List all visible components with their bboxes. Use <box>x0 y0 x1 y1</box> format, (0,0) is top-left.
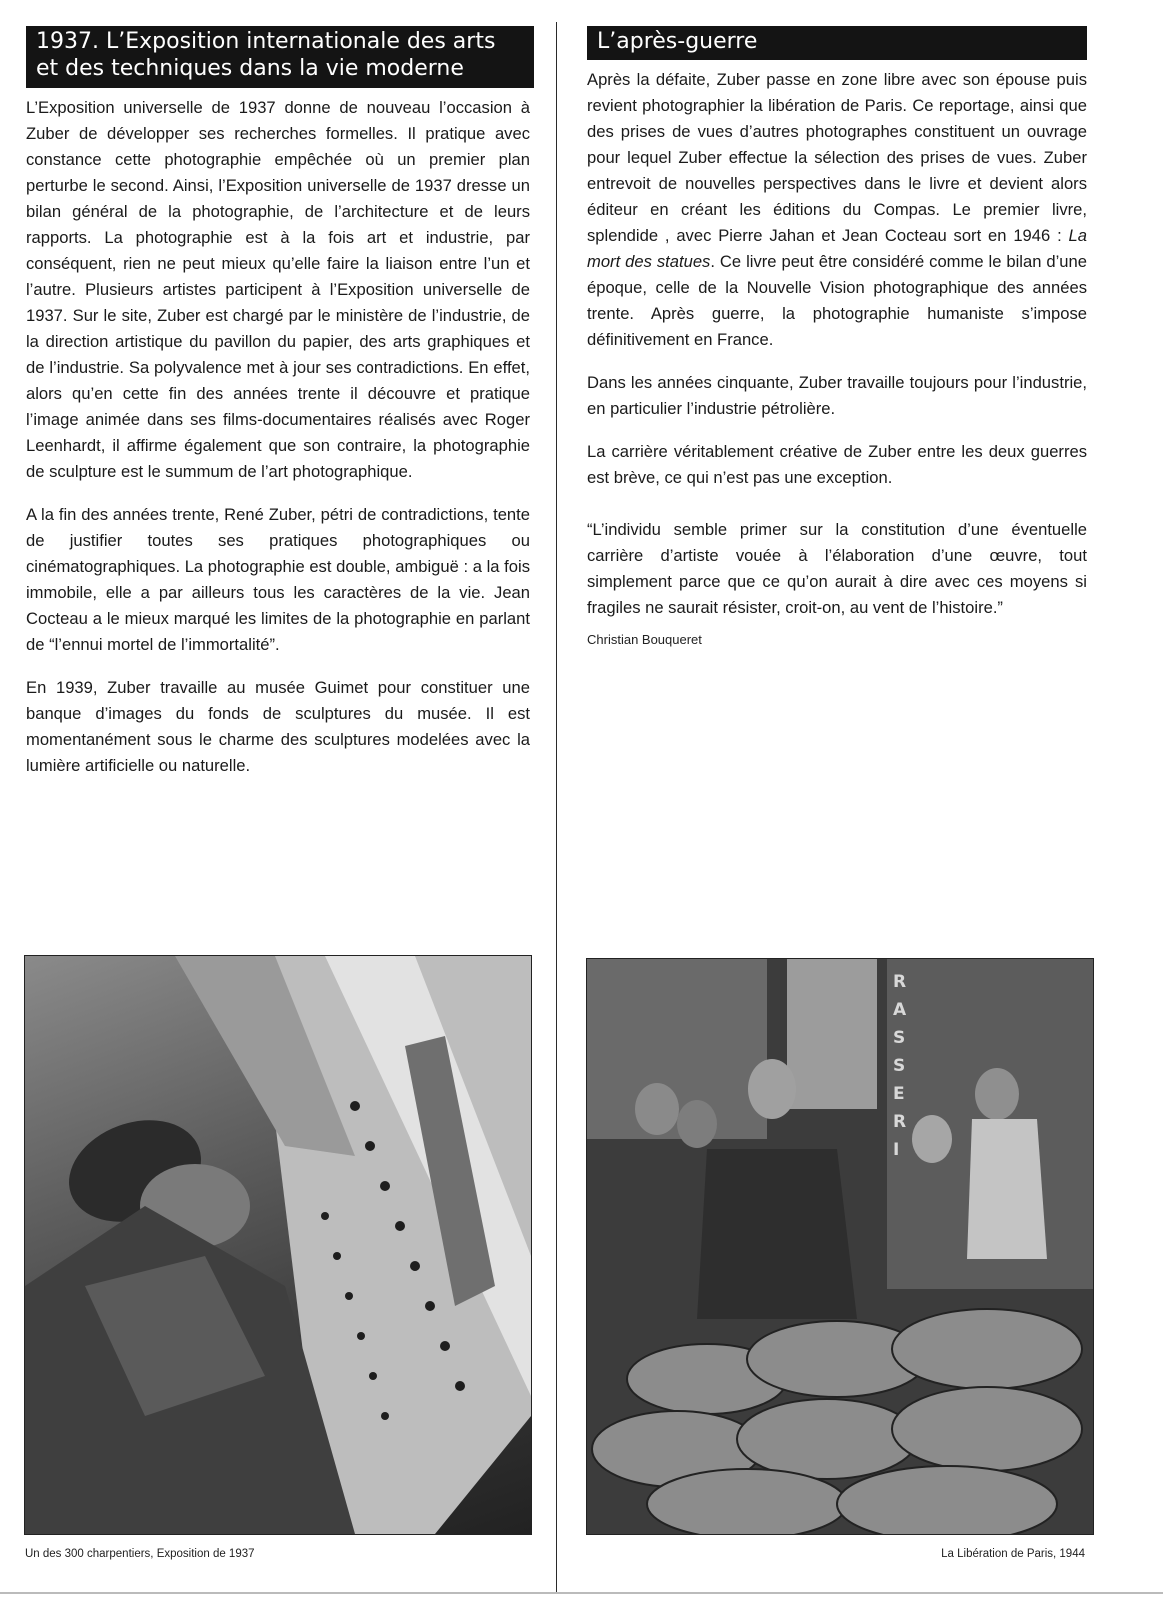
page-edge <box>0 1592 1163 1594</box>
photo-caption-right: La Libération de Paris, 1944 <box>941 1548 1085 1560</box>
column-divider <box>556 22 557 1592</box>
paragraph-text: . Ce livre peut être considéré comme le bilan d’une époque, celle de la Nouvelle Vision photographique des années trente. Après guerre, la photographie humaniste s’impose définitivement en France. <box>587 252 1087 349</box>
paragraph: En 1939, Zuber travaille au musée Guimet pour constituer une banque d’images du fonds de sculptures du musée. Il est momentanément sous le charme des sculptures modelées avec la lumière artificielle ou naturelle. <box>26 678 530 775</box>
sign-letter: S <box>893 1056 906 1076</box>
section-heading-apres-guerre: L’après-guerre <box>587 26 1087 60</box>
section-heading-1937: 1937. L’Exposition internationale des arts et des techniques dans la vie moderne <box>26 26 534 88</box>
left-column <box>26 26 534 796</box>
book-title: La mort des statues <box>587 226 1087 271</box>
quote-attribution: Christian Bouqueret <box>587 632 702 647</box>
sign-letter: E <box>893 1084 905 1104</box>
sign-letter: R <box>893 972 907 992</box>
paragraph: La carrière véritablement créative de Zuber entre les deux guerres est brève, ce qui n’est pas une exception. <box>587 442 1087 487</box>
sign-letter: R <box>893 1112 907 1132</box>
paragraph: A la fin des années trente, René Zuber, pétri de contradictions, tente de justifier toutes ses pratiques photographiques ou cinématographiques. La photographie est double, ambiguë : a la fois immobile, elle a par ailleurs tous les caractères de la vie. Jean Cocteau a le mieux marqué les limites de la photographie en parlant de “l’ennui mortel de l’immortalité”. <box>26 505 530 654</box>
photo-carpenter <box>24 955 532 1535</box>
paragraph: Dans les années cinquante, Zuber travaille toujours pour l’industrie, en particulier l’industrie pétrolière. <box>587 373 1087 418</box>
photo-liberation <box>586 958 1094 1535</box>
right-column <box>587 26 1093 649</box>
paragraph <box>587 67 1087 353</box>
sign-letter: S <box>893 1028 906 1048</box>
paragraph: L’Exposition universelle de 1937 donne de nouveau l’occasion à Zuber de développer ses recherches formelles. Il pratique avec constance cette photographie empêchée où un premier plan perturbe le second. Ainsi, l’Exposition universelle de 1937 dresse un bilan général de la photographie, de l’architecture et de leurs rapports. La photographie est à la fois art et industrie, par conséquent, rien ne peut mieux qu’elle faire la liaison entre l’un et l’autre. Plusieurs artistes participent à l’Exposition universelle de 1937. Sur le site, Zuber est chargé par le ministère de l’industrie, de la direction artistique du pavillon du papier, des arts graphiques et de l’industrie. Sa polyvalence met à jour ses contradictions. En effet, alors qu’en cette fin des années trente il découvre et pratique l’image animée dans ses films-documentaires réalisés avec Roger Leenhardt, il affirme également que son contraire, la photographie de sculpture est le summum de l’art photographique. <box>26 98 530 481</box>
sign-letter: I <box>893 1140 900 1160</box>
quote: “L’individu semble primer sur la constitution d’une éventuelle carrière d’artiste vouée à l’élaboration d’une œuvre, tout simplement parce que ce qu’on aurait à dire avec ces moyens si fragiles ne saurait résister, croit-on, au vent de l’histoire.” <box>587 520 1087 617</box>
paragraph-text: Après la défaite, Zuber passe en zone libre avec son épouse puis revient photographier la libération de Paris. Ce reportage, ainsi que des prises de vues d’autres photographes constituent un ouvrage pour lequel Zuber effectue la sélection des prises de vues. Zuber entrevoit de nouvelles perspectives dans le livre et devient alors éditeur en créant les éditions du Compas. Le premier livre, splendide , avec Pierre Jahan et Jean Cocteau sort en 1946 : <box>587 70 1087 245</box>
photo-caption-left: Un des 300 charpentiers, Exposition de 1937 <box>25 1548 255 1560</box>
sign-letter: A <box>893 1000 907 1020</box>
